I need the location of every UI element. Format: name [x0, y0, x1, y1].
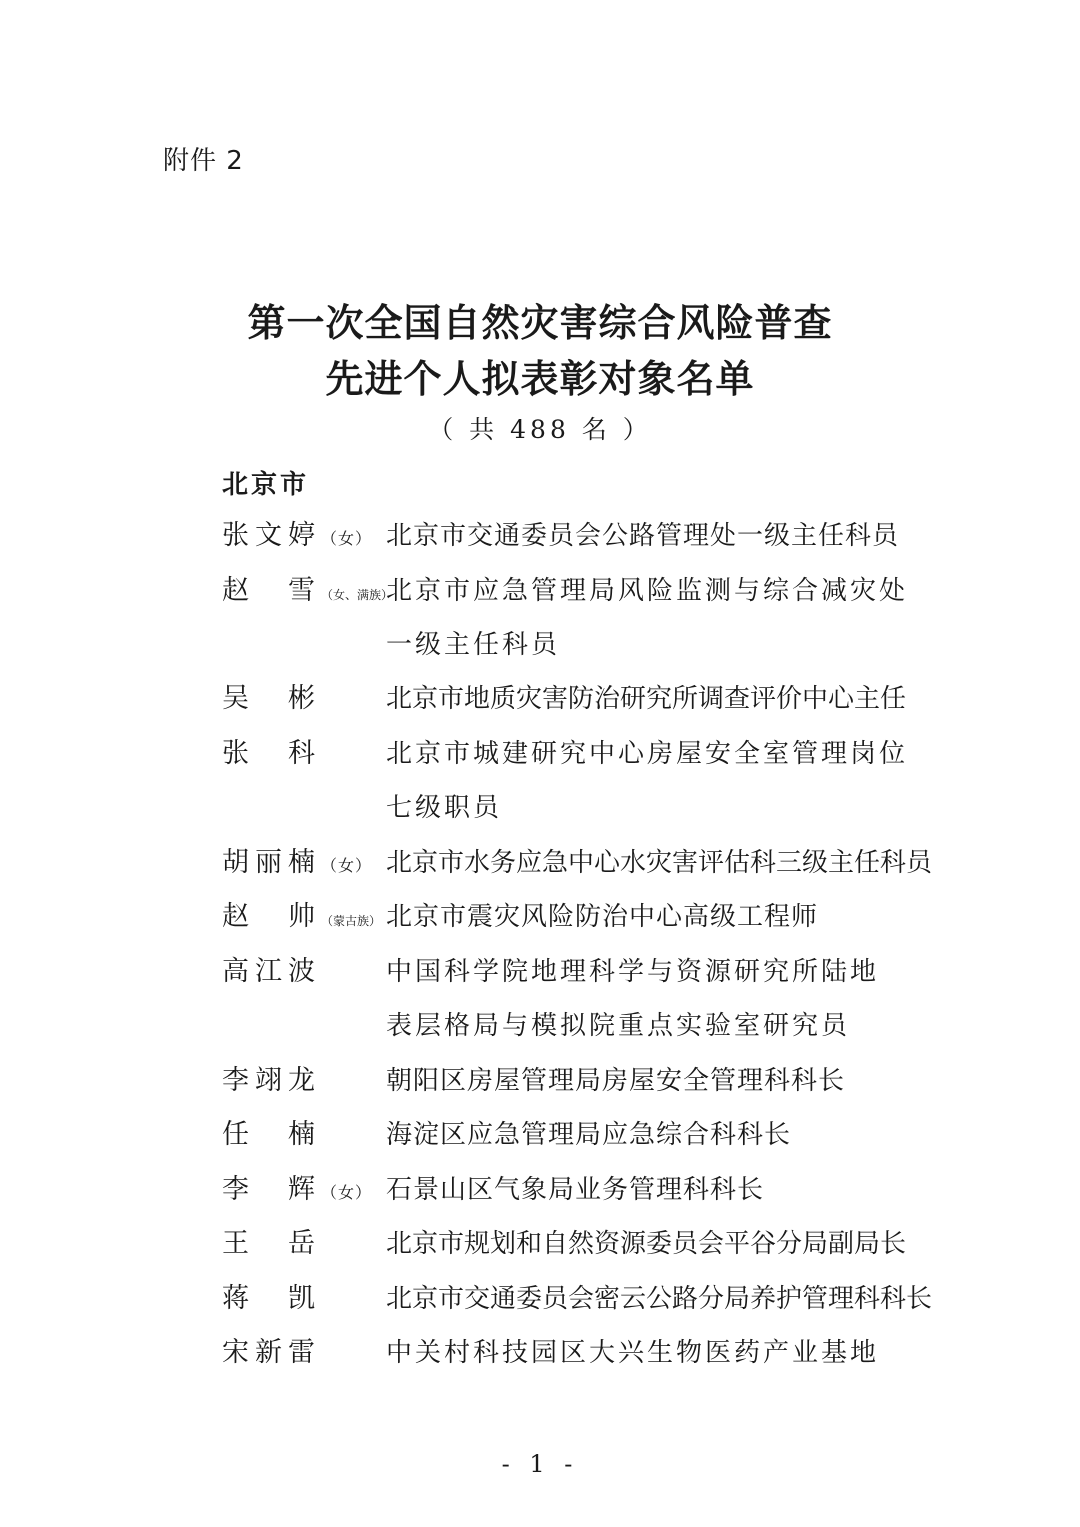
person-name: 张 科 [222, 738, 321, 769]
person-position: 中国科学院地理科学与资源研究所陆地 [386, 957, 880, 987]
person-position: 北京市交通委员会密云公路分局养护管理科科长 [386, 1284, 933, 1314]
person-name: 宋新雷 [222, 1337, 321, 1368]
person-name: 李 辉（女） [222, 1174, 373, 1205]
person-name: 张文婷（女） [222, 520, 373, 551]
person-position: 海淀区应急管理局应急综合科科长 [386, 1120, 792, 1150]
person-position: 北京市地质灾害防治研究所调查评价中心主任 [386, 684, 907, 714]
document-title-line-1: 第一次全国自然灾害综合风险普查 [247, 301, 833, 345]
total-count: （ 共 488 名 ） [428, 415, 652, 444]
list-item [222, 1279, 933, 1323]
person-name: 胡丽楠（女） [222, 847, 373, 878]
list-item [222, 571, 922, 615]
page-number: - 1 - [501, 1450, 579, 1478]
document-title-line-2: 先进个人拟表彰对象名单 [325, 357, 755, 401]
list-item [222, 843, 933, 887]
person-position: 表层格局与模拟院重点实验室研究员 [386, 1011, 851, 1041]
person-name: 吴 彬 [222, 683, 321, 714]
list-item [222, 679, 922, 723]
person-name: 李翊龙 [222, 1065, 321, 1096]
list-item [222, 625, 922, 669]
person-name: 王 岳 [222, 1228, 321, 1259]
person-name: 赵 帅（蒙古族） [222, 901, 382, 932]
list-item [222, 788, 922, 832]
attachment-label: 附件 2 [163, 146, 244, 176]
person-position: 一级主任科员 [386, 630, 561, 660]
person-position: 北京市应急管理局风险监测与综合减灾处 [386, 576, 909, 606]
person-position: 七级职员 [386, 793, 503, 823]
list-item [222, 516, 922, 560]
list-item [222, 1006, 922, 1050]
person-name: 蒋 凯 [222, 1283, 321, 1314]
region-heading: 北京市 [222, 470, 310, 500]
person-position: 北京市规划和自然资源委员会平谷分局副局长 [386, 1229, 907, 1259]
list-item [222, 897, 922, 941]
list-item [222, 1333, 922, 1377]
person-position: 北京市震灾风险防治中心高级工程师 [386, 902, 819, 932]
person-position: 北京市水务应急中心水灾害评估科三级主任科员 [386, 848, 933, 878]
person-name: 高江波 [222, 956, 321, 987]
person-position: 北京市交通委员会公路管理处一级主任科员 [386, 521, 900, 551]
list-item [222, 734, 922, 778]
list-item [222, 952, 922, 996]
person-position: 石景山区气象局业务管理科科长 [386, 1175, 765, 1205]
person-name: 赵 雪（女、满族） [222, 575, 394, 606]
list-item [222, 1170, 922, 1214]
list-item [222, 1115, 922, 1159]
list-item [222, 1061, 922, 1105]
person-position: 北京市城建研究中心房屋安全室管理岗位 [386, 739, 909, 769]
list-item [222, 1224, 922, 1268]
person-position: 朝阳区房屋管理局房屋安全管理科科长 [386, 1066, 846, 1096]
person-position: 中关村科技园区大兴生物医药产业基地 [386, 1338, 880, 1368]
person-name: 任 楠 [222, 1119, 321, 1150]
